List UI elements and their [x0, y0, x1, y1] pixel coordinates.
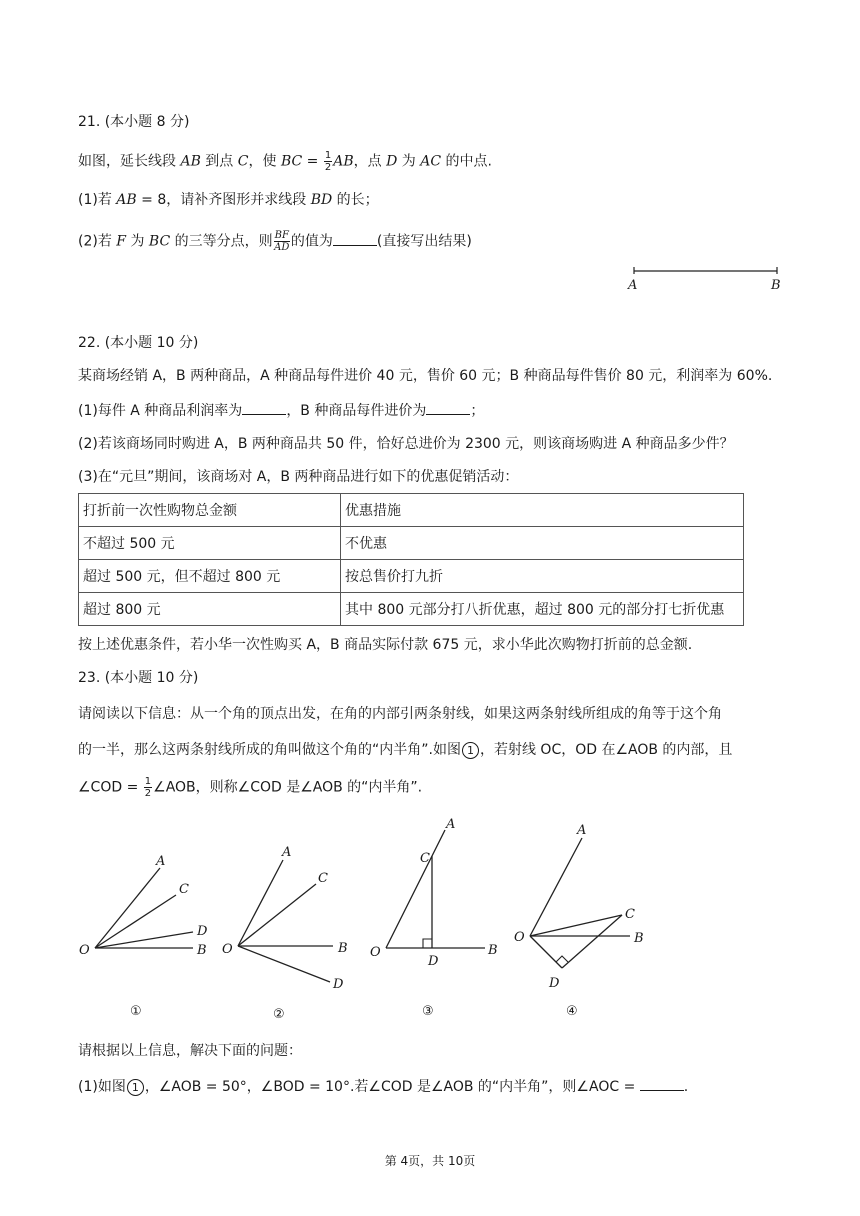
table-row: [79, 527, 744, 560]
q22-part3: (3)在“元旦”期间，该商场对 A，B 两种商品进行如下的优惠促销活动：: [78, 469, 519, 485]
svg-text:B: B: [634, 931, 644, 946]
q21-header: 21. (本小题 8 分): [78, 114, 190, 130]
svg-text:③: ③: [422, 1004, 434, 1019]
figure-1: [79, 854, 208, 1019]
table-row: [79, 593, 744, 626]
answer-blank: [333, 231, 377, 246]
svg-text:O: O: [79, 943, 90, 958]
svg-text:A: A: [446, 817, 456, 832]
svg-text:D: D: [428, 954, 439, 969]
svg-text:O: O: [514, 930, 525, 945]
fraction-one-half: $\frac{1}{2}$: [144, 776, 152, 799]
circled-number: 1: [462, 742, 479, 759]
q22-after-table: 按上述优惠条件，若小华一次性购买 A，B 商品实际付款 675 元，求小华此次购物打折前的总金额.: [78, 637, 693, 653]
svg-text:D: D: [333, 977, 344, 992]
svg-text:④: ④: [566, 1004, 578, 1019]
answer-blank: [426, 400, 470, 415]
svg-text:B: B: [197, 943, 207, 958]
svg-text:D: D: [197, 924, 208, 939]
svg-text:B: B: [338, 941, 348, 956]
circled-number: 1: [127, 1079, 144, 1096]
svg-text:O: O: [370, 945, 381, 960]
svg-text:A: A: [577, 823, 587, 838]
table-cell: 超过 800 元: [79, 593, 341, 626]
svg-text:A: A: [282, 845, 292, 860]
point-a-label: A: [628, 278, 638, 293]
answer-blank: [242, 400, 286, 415]
q22-part1: (1)每件 A 种商品利润率为 ，B 种商品每件进价为 ；: [78, 400, 484, 421]
svg-text:①: ①: [130, 1004, 142, 1019]
page-footer: 第 4页，共 10页: [384, 1154, 476, 1168]
svg-text:C: C: [179, 882, 189, 897]
svg-text:A: A: [156, 854, 166, 869]
q22-part2: (2)若该商场同时购进 A，B 两种商品共 50 件，恰好总进价为 2300 元，则该商场购进 A 种商品多少件？: [78, 436, 734, 452]
discount-table: [78, 493, 744, 626]
svg-text:D: D: [549, 976, 560, 991]
answer-blank: [640, 1076, 684, 1091]
q23-solve-intro: 请根据以上信息，解决下面的问题：: [78, 1043, 302, 1059]
figure-4: [514, 823, 644, 1019]
q23-header: 23. (本小题 10 分): [78, 670, 199, 686]
q23-part1: (1)如图 1 ，∠AOB = 50°，∠BOD = 10°.若∠COD 是∠AOB 的“内半角”，则∠AOC = .: [78, 1076, 688, 1097]
table-cell: 不超过 500 元: [79, 527, 341, 560]
q21-part2: (2)若 F 为 BC 的三等分点，则 $\frac{BF}{AD}$ 的值为 (直接写出结果): [78, 230, 472, 253]
q23-line2: 的一半，那么这两条射线所成的角叫做这个角的“内半角”.如图 1 ，若射线 OC，OD 在∠AOB 的内部，且: [78, 742, 733, 758]
point-b-label: B: [771, 278, 781, 293]
q21-segment-figure: [620, 262, 790, 294]
q22-intro: 某商场经销 A，B 两种商品，A 种商品每件进价 40 元，售价 60 元；B 种商品每件售价 80 元，利润率为 60%.: [78, 368, 773, 384]
figure-3: [370, 817, 498, 1019]
q21-stem: 如图，延长线段 AB 到点 C，使 BC = $\frac{1}{2}$ AB，点 D 为 AC 的中点.: [78, 150, 492, 173]
q22-header: 22. (本小题 10 分): [78, 335, 199, 351]
table-cell: 不优惠: [341, 527, 744, 560]
fraction-bf-ad: $\frac{BF}{AD}$: [274, 230, 290, 253]
figure-2: [222, 845, 348, 1022]
table-header-cell: 打折前一次性购物总金额: [79, 494, 341, 527]
svg-text:B: B: [488, 943, 498, 958]
svg-text:C: C: [420, 851, 430, 866]
svg-text:C: C: [625, 907, 635, 922]
svg-text:C: C: [318, 871, 328, 886]
q21-part1: (1)若 AB = 8，请补齐图形并求线段 BD 的长；: [78, 192, 379, 208]
svg-text:②: ②: [273, 1007, 285, 1022]
fraction-one-half: $\frac{1}{2}$: [324, 150, 332, 173]
table-row: [79, 560, 744, 593]
table-cell: 按总售价打九折: [341, 560, 744, 593]
q23-line3: ∠COD = $\frac{1}{2}$ ∠AOB，则称∠COD 是∠AOB 的“内半角”.: [78, 776, 423, 799]
table-header-row: [79, 494, 744, 527]
q23-figures: [0, 810, 860, 1025]
svg-text:O: O: [222, 942, 233, 957]
table-cell: 超过 500 元，但不超过 800 元: [79, 560, 341, 593]
table-header-cell: 优惠措施: [341, 494, 744, 527]
table-cell: 其中 800 元部分打八折优惠，超过 800 元的部分打七折优惠: [341, 593, 744, 626]
q23-line1: 请阅读以下信息：从一个角的顶点出发，在角的内部引两条射线，如果这两条射线所组成的角等于这个角: [78, 706, 722, 722]
